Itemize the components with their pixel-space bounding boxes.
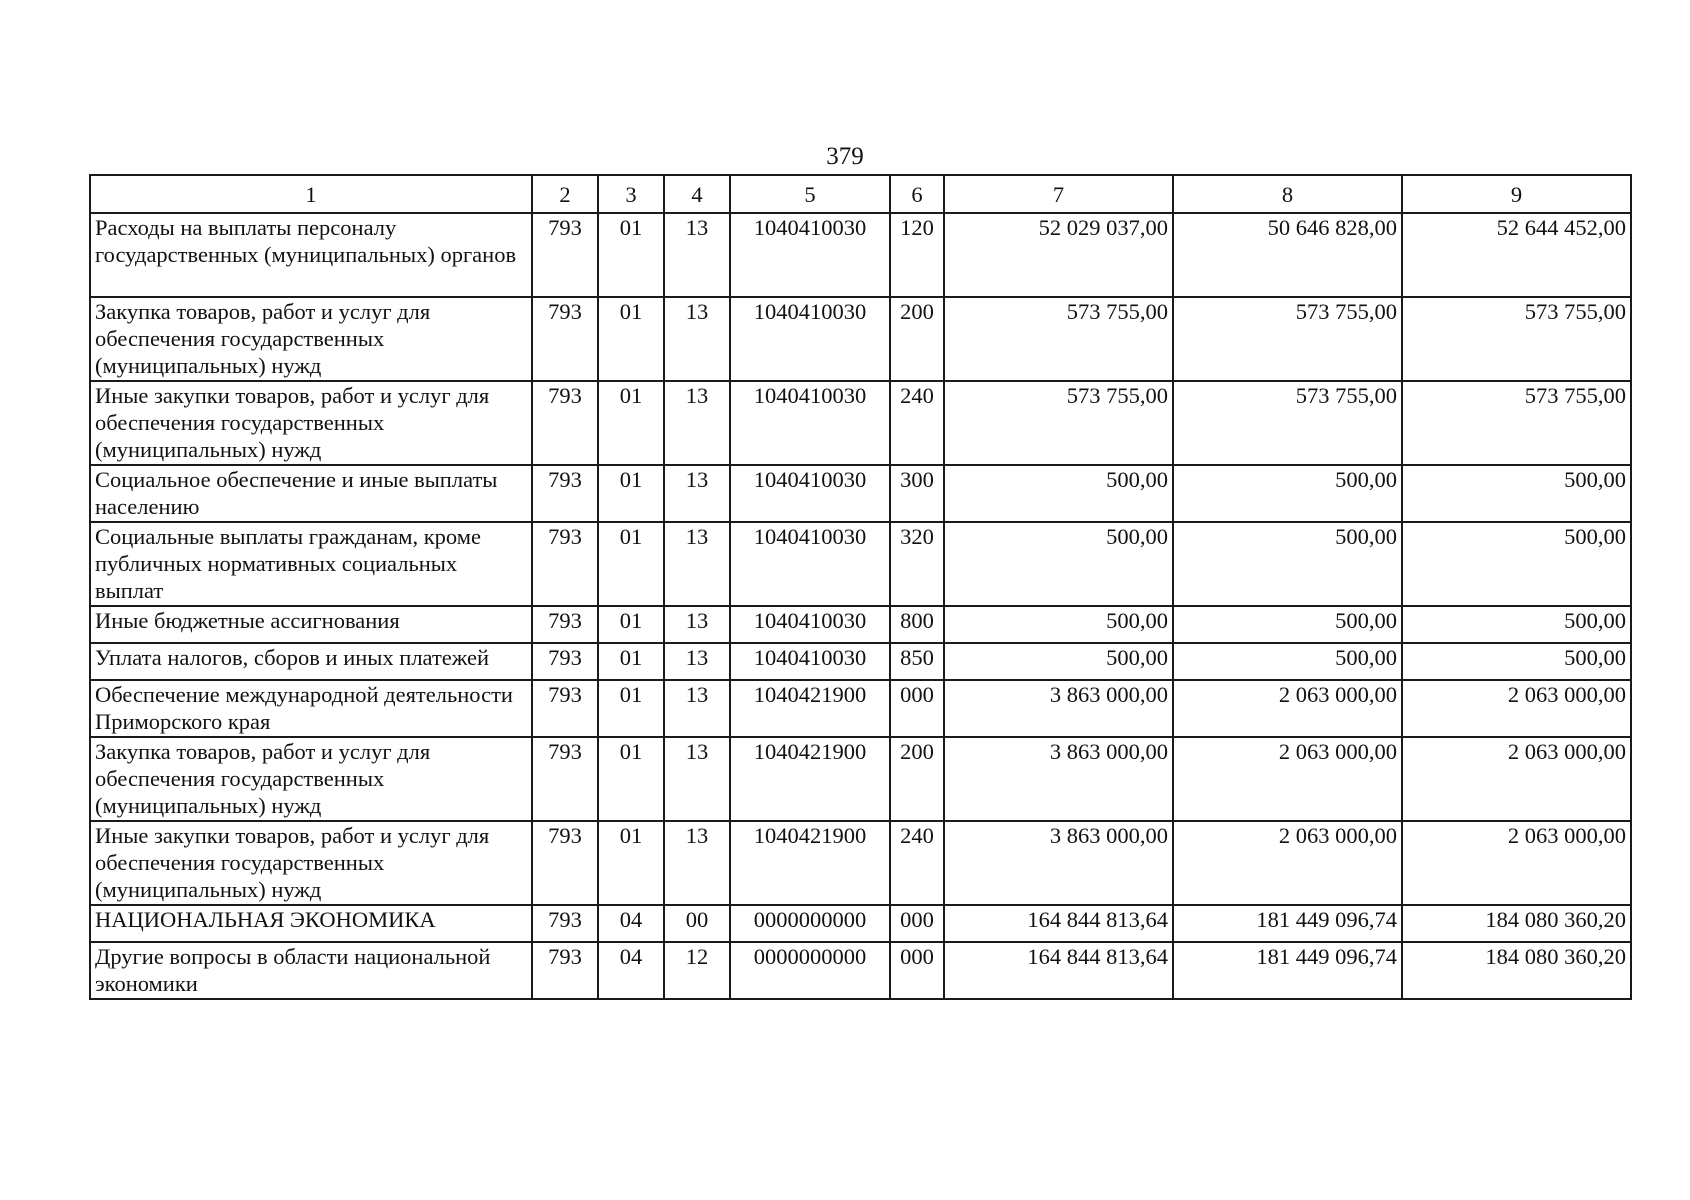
subsection-cell: 12 [664, 942, 730, 999]
target-article-cell: 1040410030 [730, 297, 890, 381]
column-header: 8 [1173, 175, 1402, 213]
amount-col7-cell: 500,00 [944, 522, 1173, 606]
gov-code-cell: 793 [532, 737, 598, 821]
amount-col9-cell: 500,00 [1402, 465, 1631, 522]
section-cell: 04 [598, 905, 664, 942]
amount-col8-cell: 181 449 096,74 [1173, 942, 1402, 999]
gov-code-cell: 793 [532, 821, 598, 905]
table-row [90, 737, 1631, 821]
amount-col7-cell: 573 755,00 [944, 381, 1173, 465]
subsection-cell: 13 [664, 213, 730, 297]
subsection-cell: 13 [664, 680, 730, 737]
amount-col9-cell: 500,00 [1402, 643, 1631, 680]
amount-col7-cell: 500,00 [944, 465, 1173, 522]
amount-col9-cell: 184 080 360,20 [1402, 942, 1631, 999]
column-header: 3 [598, 175, 664, 213]
gov-code-cell: 793 [532, 381, 598, 465]
subsection-cell: 13 [664, 465, 730, 522]
row-name-cell: Уплата налогов, сборов и иных платежей [90, 643, 532, 680]
gov-code-cell: 793 [532, 213, 598, 297]
section-cell: 01 [598, 643, 664, 680]
expense-type-cell: 200 [890, 737, 944, 821]
amount-col7-cell: 3 863 000,00 [944, 737, 1173, 821]
column-header: 9 [1402, 175, 1631, 213]
amount-col7-cell: 500,00 [944, 643, 1173, 680]
subsection-cell: 00 [664, 905, 730, 942]
table-row [90, 942, 1631, 999]
subsection-cell: 13 [664, 606, 730, 643]
target-article-cell: 1040421900 [730, 680, 890, 737]
expense-type-cell: 000 [890, 942, 944, 999]
amount-col9-cell: 184 080 360,20 [1402, 905, 1631, 942]
amount-col8-cell: 500,00 [1173, 465, 1402, 522]
gov-code-cell: 793 [532, 680, 598, 737]
target-article-cell: 1040410030 [730, 606, 890, 643]
amount-col8-cell: 2 063 000,00 [1173, 737, 1402, 821]
table-row [90, 213, 1631, 297]
row-name-cell: Закупка товаров, работ и услуг для обеспечения государственных (муниципальных) нужд [90, 297, 532, 381]
amount-col7-cell: 164 844 813,64 [944, 942, 1173, 999]
row-name-cell: Социальное обеспечение и иные выплаты населению [90, 465, 532, 522]
target-article-cell: 1040421900 [730, 737, 890, 821]
amount-col8-cell: 573 755,00 [1173, 381, 1402, 465]
section-cell: 01 [598, 737, 664, 821]
section-cell: 01 [598, 297, 664, 381]
expense-type-cell: 300 [890, 465, 944, 522]
expense-type-cell: 850 [890, 643, 944, 680]
amount-col9-cell: 500,00 [1402, 606, 1631, 643]
amount-col8-cell: 2 063 000,00 [1173, 821, 1402, 905]
table-row [90, 522, 1631, 606]
amount-col9-cell: 52 644 452,00 [1402, 213, 1631, 297]
subsection-cell: 13 [664, 737, 730, 821]
amount-col9-cell: 573 755,00 [1402, 297, 1631, 381]
row-name-cell: Иные бюджетные ассигнования [90, 606, 532, 643]
table-row [90, 905, 1631, 942]
table-row [90, 606, 1631, 643]
section-cell: 01 [598, 821, 664, 905]
expense-type-cell: 800 [890, 606, 944, 643]
gov-code-cell: 793 [532, 606, 598, 643]
row-name-cell: Другие вопросы в области национальной экономики [90, 942, 532, 999]
column-header: 5 [730, 175, 890, 213]
column-header: 1 [90, 175, 532, 213]
amount-col9-cell: 573 755,00 [1402, 381, 1631, 465]
amount-col8-cell: 500,00 [1173, 522, 1402, 606]
row-name-cell: НАЦИОНАЛЬНАЯ ЭКОНОМИКА [90, 905, 532, 942]
amount-col9-cell: 500,00 [1402, 522, 1631, 606]
expense-type-cell: 240 [890, 381, 944, 465]
target-article-cell: 1040410030 [730, 643, 890, 680]
amount-col7-cell: 573 755,00 [944, 297, 1173, 381]
table-row [90, 643, 1631, 680]
gov-code-cell: 793 [532, 297, 598, 381]
table-row [90, 381, 1631, 465]
row-name-cell: Обеспечение международной деятельности Приморского края [90, 680, 532, 737]
section-cell: 04 [598, 942, 664, 999]
expense-type-cell: 000 [890, 905, 944, 942]
section-cell: 01 [598, 522, 664, 606]
amount-col8-cell: 50 646 828,00 [1173, 213, 1402, 297]
subsection-cell: 13 [664, 643, 730, 680]
target-article-cell: 0000000000 [730, 942, 890, 999]
amount-col8-cell: 2 063 000,00 [1173, 680, 1402, 737]
amount-col7-cell: 500,00 [944, 606, 1173, 643]
table-row [90, 680, 1631, 737]
table-header-row [90, 175, 1631, 213]
gov-code-cell: 793 [532, 643, 598, 680]
target-article-cell: 1040410030 [730, 465, 890, 522]
subsection-cell: 13 [664, 297, 730, 381]
target-article-cell: 0000000000 [730, 905, 890, 942]
amount-col7-cell: 3 863 000,00 [944, 680, 1173, 737]
amount-col8-cell: 500,00 [1173, 643, 1402, 680]
table-row [90, 821, 1631, 905]
column-header: 2 [532, 175, 598, 213]
gov-code-cell: 793 [532, 522, 598, 606]
expense-type-cell: 320 [890, 522, 944, 606]
amount-col7-cell: 52 029 037,00 [944, 213, 1173, 297]
target-article-cell: 1040410030 [730, 381, 890, 465]
gov-code-cell: 793 [532, 942, 598, 999]
column-header: 7 [944, 175, 1173, 213]
gov-code-cell: 793 [532, 905, 598, 942]
row-name-cell: Иные закупки товаров, работ и услуг для обеспечения государственных (муниципальных) нужд [90, 381, 532, 465]
amount-col7-cell: 164 844 813,64 [944, 905, 1173, 942]
target-article-cell: 1040410030 [730, 213, 890, 297]
amount-col9-cell: 2 063 000,00 [1402, 680, 1631, 737]
subsection-cell: 13 [664, 381, 730, 465]
row-name-cell: Расходы на выплаты персоналу государственных (муниципальных) органов [90, 213, 532, 297]
section-cell: 01 [598, 213, 664, 297]
row-name-cell: Закупка товаров, работ и услуг для обеспечения государственных (муниципальных) нужд [90, 737, 532, 821]
expense-type-cell: 000 [890, 680, 944, 737]
expense-type-cell: 240 [890, 821, 944, 905]
expense-type-cell: 120 [890, 213, 944, 297]
row-name-cell: Социальные выплаты гражданам, кроме публичных нормативных социальных выплат [90, 522, 532, 606]
subsection-cell: 13 [664, 522, 730, 606]
target-article-cell: 1040410030 [730, 522, 890, 606]
target-article-cell: 1040421900 [730, 821, 890, 905]
table-row [90, 297, 1631, 381]
page-number: 379 [826, 143, 864, 170]
section-cell: 01 [598, 465, 664, 522]
amount-col8-cell: 573 755,00 [1173, 297, 1402, 381]
gov-code-cell: 793 [532, 465, 598, 522]
section-cell: 01 [598, 381, 664, 465]
subsection-cell: 13 [664, 821, 730, 905]
table-row [90, 465, 1631, 522]
amount-col7-cell: 3 863 000,00 [944, 821, 1173, 905]
amount-col8-cell: 181 449 096,74 [1173, 905, 1402, 942]
column-header: 6 [890, 175, 944, 213]
section-cell: 01 [598, 606, 664, 643]
column-header: 4 [664, 175, 730, 213]
expense-type-cell: 200 [890, 297, 944, 381]
section-cell: 01 [598, 680, 664, 737]
budget-table [89, 174, 1632, 1000]
row-name-cell: Иные закупки товаров, работ и услуг для обеспечения государственных (муниципальных) нужд [90, 821, 532, 905]
amount-col9-cell: 2 063 000,00 [1402, 821, 1631, 905]
amount-col8-cell: 500,00 [1173, 606, 1402, 643]
amount-col9-cell: 2 063 000,00 [1402, 737, 1631, 821]
